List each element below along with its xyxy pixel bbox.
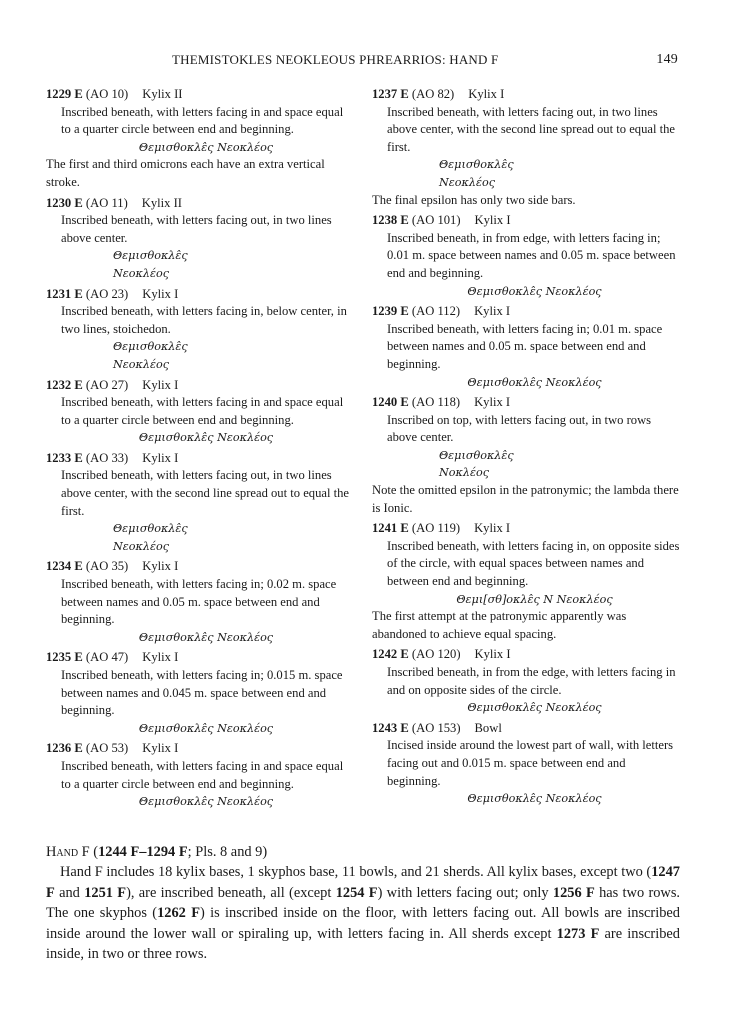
greek-inscription: Θεμισθοκλε̂ς Νεοκλέος (138, 630, 274, 644)
greek-inscription: Θεμισθοκλε̂ς (113, 249, 188, 263)
entry-description: Incised inside around the lowest part of wall, with letters facing out and 0.015 m. space between end and beginning. (387, 738, 674, 788)
vessel-shape: Kylix I (474, 395, 511, 410)
vessel-shape: Kylix II (142, 87, 183, 101)
catalog-entry (46, 740, 351, 810)
greek-inscription: Θεμισθοκλε̂ς (439, 448, 514, 462)
vessel-shape: Kylix I (142, 559, 179, 574)
entry-reference: (AO 10) (85, 87, 129, 101)
catalog-reference: 1262 F (157, 905, 200, 921)
entry-heading (372, 520, 682, 538)
entry-heading (46, 649, 351, 667)
entry-note: The first and third omicrons each have an extra vertical stroke. (46, 157, 325, 189)
catalog-entry (372, 720, 682, 808)
vessel-shape: Kylix I (142, 286, 179, 301)
entry-reference: (AO 82) (411, 87, 455, 101)
entry-number: 1242 E (372, 647, 409, 662)
entry-description: Inscribed beneath, with letters facing in; 0.01 m. space between names and 0.05 m. space between end and beginning. (387, 321, 663, 371)
greek-inscription: Θεμισθοκλε̂ς Νεοκλέος (467, 792, 602, 806)
section-heading-word: Hand F (46, 844, 90, 860)
greek-inscription: Θεμισθοκλε̂ς (113, 340, 188, 354)
entry-note: The final epsilon has only two side bars. (372, 192, 576, 207)
paragraph-text: Hand F includes 18 kylix bases, 1 skyphos base, 11 bowls, and 21 sherds. All kylix bases, except two ( (60, 864, 652, 880)
entry-heading (46, 740, 351, 758)
catalog-entry (372, 212, 682, 300)
entry-number: 1241 E (372, 521, 409, 536)
catalog-entry (372, 394, 682, 517)
catalog-reference: 1273 F (556, 925, 600, 942)
entry-number: 1239 E (372, 304, 409, 319)
entry-heading (46, 450, 351, 468)
entry-description: Inscribed beneath, with letters facing in and space equal to a quarter circle between end and beginning. (61, 395, 344, 427)
entry-number: 1238 E (372, 213, 409, 228)
entry-number: 1240 E (372, 395, 409, 410)
paragraph-text: ), are inscribed beneath, all (except (126, 884, 336, 901)
entry-heading (372, 86, 682, 104)
entry-description: Inscribed beneath, with letters facing in; 0.02 m. space between names and 0.05 m. space between end and beginning. (61, 577, 337, 627)
vessel-shape: Kylix I (468, 87, 505, 101)
section-paragraph (46, 862, 680, 965)
entry-heading (372, 212, 682, 230)
entry-reference: (AO 120) (411, 647, 461, 662)
entry-heading (46, 195, 351, 213)
entry-heading (372, 646, 682, 664)
catalog-entry (372, 303, 682, 391)
catalog-entry (46, 377, 351, 447)
entry-number: 1230 E (46, 195, 83, 210)
vessel-shape: Kylix I (142, 650, 179, 665)
catalog-entry (372, 86, 682, 209)
catalog-entry (46, 558, 351, 646)
greek-inscription: Θεμι[σθ]οκλε̂ς Ν Νεοκλέος (456, 592, 613, 606)
greek-inscription: Νεοκλέος (113, 357, 169, 371)
vessel-shape: Kylix I (474, 521, 511, 536)
entry-heading (372, 303, 682, 321)
entry-description: Inscribed beneath, with letters facing out, in two lines above center, with the second line spread out to equal the first. (61, 468, 350, 518)
entry-description: Inscribed beneath, with letters facing in and space equal to a quarter circle between end and beginning. (61, 758, 344, 791)
running-head-title: THEMISTOKLES NEOKLEOUS PHREARRIOS: HAND F (172, 52, 499, 67)
entry-number: 1231 E (46, 286, 83, 301)
greek-inscription: Θεμισθοκλε̂ς Νεοκλέος (467, 701, 602, 715)
catalog-entry (372, 646, 682, 716)
entry-number: 1232 E (46, 377, 83, 392)
entry-heading (46, 286, 351, 304)
entry-description: Inscribed beneath, in from the edge, with letters facing in and on opposite sides of the circle. (387, 665, 676, 697)
greek-inscription: Θεμισθοκλε̂ς Νεοκλέος (138, 721, 274, 735)
catalog-entry (46, 86, 351, 192)
catalog-entry (46, 195, 351, 283)
entry-reference: (AO 35) (85, 559, 129, 574)
section-heading-open: ( (93, 844, 99, 860)
greek-inscription: Θεμισθοκλε̂ς Νεοκλέος (467, 375, 602, 389)
entry-description: Inscribed on top, with letters facing out, in two rows above center. (387, 412, 652, 445)
greek-inscription: Θεμισθοκλε̂ς Νεοκλέος (138, 795, 274, 809)
entry-description: Inscribed beneath, with letters facing in, below center, in two lines, stoichedon. (61, 304, 347, 336)
paragraph-text: and (54, 884, 85, 901)
greek-inscription: Θεμισθοκλε̂ς Νεοκλέος (467, 284, 602, 298)
entry-heading (46, 377, 351, 395)
entry-note: The first attempt at the patronymic apparently was abandoned to achieve equal spacing. (372, 609, 627, 641)
entry-heading (46, 86, 351, 104)
section-heading-range: 1244 F–1294 F (98, 844, 188, 860)
greek-inscription: Θεμισθοκλε̂ς Νεοκλέος (138, 431, 274, 445)
entry-number: 1243 E (372, 720, 409, 735)
vessel-shape: Kylix I (142, 377, 179, 392)
entry-number: 1234 E (46, 559, 83, 574)
catalog-reference: 1256 F (552, 884, 595, 901)
entry-reference: (AO 118) (411, 395, 461, 410)
page-number: 149 (656, 52, 678, 67)
running-head (48, 50, 678, 70)
greek-inscription: Νοκλέος (439, 466, 489, 480)
paragraph-text: has two rows. The one skyphos ( (46, 884, 681, 921)
entry-reference: (AO 153) (411, 720, 461, 735)
entry-reference: (AO 47) (85, 650, 129, 665)
entry-number: 1236 E (46, 741, 83, 756)
entry-description: Inscribed beneath, in from edge, with letters facing in; 0.01 m. space between names and 0.05 m. space between end and beginning. (387, 230, 676, 280)
entry-description: Inscribed beneath, with letters facing out, in two lines above center. (61, 213, 332, 245)
vessel-shape: Kylix I (142, 741, 179, 756)
vessel-shape: Kylix I (142, 450, 179, 465)
entry-reference: (AO 33) (85, 450, 129, 465)
catalog-reference: 1254 F (335, 884, 378, 901)
entry-reference: (AO 27) (85, 377, 129, 392)
entry-description: Inscribed beneath, with letters facing in, on opposite sides of the circle, with equal spaces between names and between end and beginning. (387, 538, 680, 589)
entry-heading (372, 394, 682, 412)
greek-inscription: Θεμισθοκλε̂ς Νεοκλέος (138, 140, 274, 154)
vessel-shape: Kylix I (474, 304, 511, 319)
vessel-shape: Kylix I (474, 213, 511, 228)
catalog-entry (46, 649, 351, 737)
entry-reference: (AO 101) (411, 213, 461, 228)
right-column (372, 86, 682, 811)
catalog-reference: 1247 F (46, 864, 680, 901)
paragraph-text: ) is inscribed inside on the floor, with letters facing out. All bowls are inscribed inside around the lower wall or spiraling up, with letters facing in. All sherds except (46, 905, 680, 942)
catalog-reference: 1251 F (84, 884, 127, 901)
entry-heading (46, 558, 351, 576)
entry-description: Inscribed beneath, with letters facing in; 0.015 m. space between names and 0.045 m. space between end and beginning. (61, 668, 343, 718)
greek-inscription: Θεμισθοκλε̂ς (113, 522, 188, 536)
catalog-entry (46, 286, 351, 374)
entry-reference: (AO 53) (85, 741, 129, 756)
paragraph-text: ) with letters facing out; only (377, 884, 553, 901)
entry-heading (372, 720, 682, 738)
paragraph-text: are inscribed inside, in two or three rows. (46, 925, 680, 962)
vessel-shape: Kylix II (141, 195, 182, 210)
entry-description: Inscribed beneath, with letters facing out, in two lines above center, with the second line spread out to equal the first. (387, 104, 676, 154)
entry-reference: (AO 23) (85, 286, 129, 301)
catalog-entry (372, 520, 682, 643)
entry-number: 1233 E (46, 450, 83, 465)
entry-number: 1235 E (46, 650, 83, 665)
catalog-entry (46, 450, 351, 556)
left-column (46, 86, 351, 814)
entry-note: Note the omitted epsilon in the patronymic; the lambda there is Ionic. (372, 483, 679, 515)
vessel-shape: Bowl (474, 720, 502, 735)
greek-inscription: Θεμισθοκλε̂ς (439, 158, 514, 172)
entry-description: Inscribed beneath, with letters facing in and space equal to a quarter circle between end and beginning. (61, 104, 344, 137)
vessel-shape: Kylix I (474, 647, 511, 662)
entry-reference: (AO 11) (85, 195, 128, 210)
entry-reference: (AO 119) (411, 521, 461, 536)
entry-number: 1229 E (46, 87, 83, 101)
hand-f-section (46, 842, 680, 965)
greek-inscription: Νεοκλέος (439, 175, 495, 189)
greek-inscription: Νεοκλέος (113, 266, 169, 280)
section-heading-rest: ; Pls. 8 and 9) (187, 844, 268, 860)
section-heading (46, 842, 680, 862)
entry-reference: (AO 112) (411, 304, 461, 319)
greek-inscription: Νεοκλέος (113, 539, 169, 553)
entry-number: 1237 E (372, 87, 409, 101)
